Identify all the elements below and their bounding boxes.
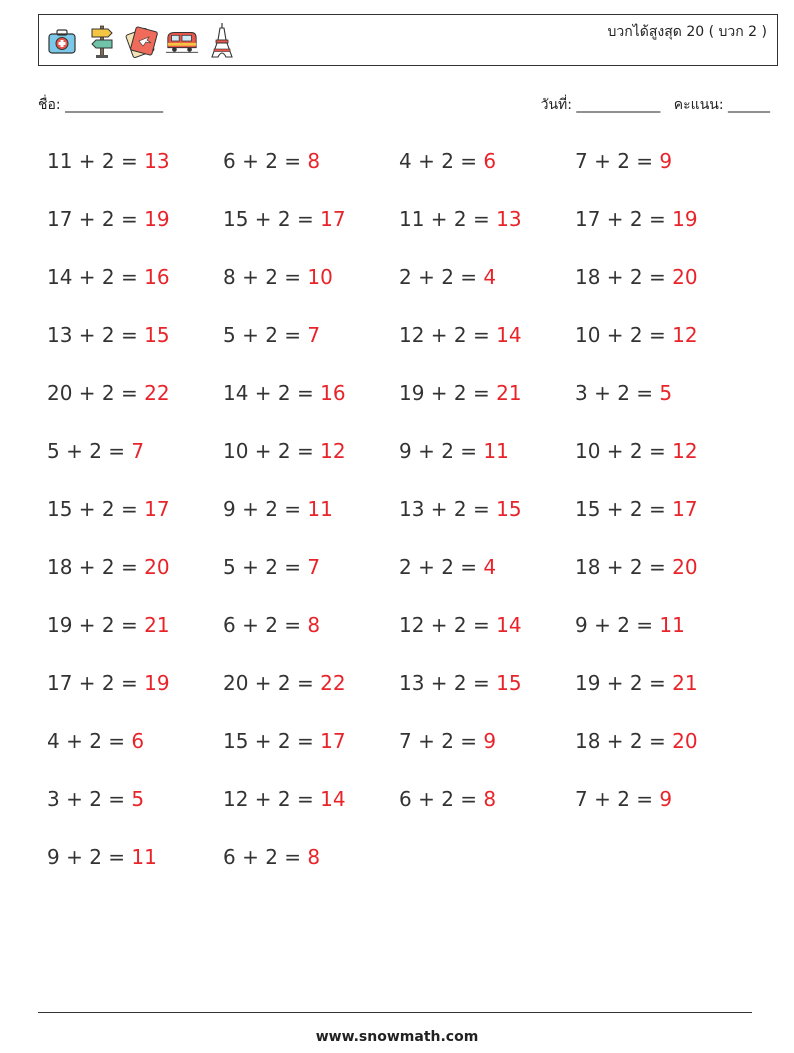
signpost-icon	[85, 21, 119, 61]
name-field	[38, 94, 163, 116]
problem	[223, 494, 399, 552]
problem	[223, 436, 399, 494]
problem	[223, 146, 399, 204]
problem-row	[47, 262, 767, 320]
problem-question: 10 + 2 =	[575, 323, 673, 347]
problem	[575, 784, 751, 842]
problem-question: 3 + 2 =	[47, 787, 132, 811]
problem-question: 9 + 2 =	[223, 497, 308, 521]
score-blank: ______	[728, 97, 770, 113]
problem-question: 12 + 2 =	[399, 323, 497, 347]
problem-question: 11 + 2 =	[47, 149, 145, 173]
problem	[575, 146, 751, 204]
problem-question: 18 + 2 =	[575, 555, 673, 579]
problem-row	[47, 842, 767, 900]
problem-answer: 16	[320, 381, 346, 405]
problem-answer: 8	[483, 787, 497, 811]
date-score-fields	[541, 94, 770, 116]
problem-question: 17 + 2 =	[575, 207, 673, 231]
problem-answer: 13	[496, 207, 522, 231]
problem	[223, 204, 399, 262]
problem-question: 15 + 2 =	[575, 497, 673, 521]
problem-answer: 9	[483, 729, 497, 753]
problem-answer: 6	[483, 149, 497, 173]
problem-answer: 12	[672, 439, 698, 463]
problem-row	[47, 320, 767, 378]
problem-answer: 6	[131, 729, 145, 753]
problem-answer: 17	[320, 207, 346, 231]
problem-question: 3 + 2 =	[575, 381, 660, 405]
problem	[47, 204, 223, 262]
problem-question: 5 + 2 =	[223, 555, 308, 579]
problem-answer: 8	[307, 149, 321, 173]
header-icons	[45, 21, 239, 61]
problem-question: 18 + 2 =	[47, 555, 145, 579]
problem	[47, 552, 223, 610]
problem-answer: 14	[496, 613, 522, 637]
problem	[575, 436, 751, 494]
problem-question: 5 + 2 =	[223, 323, 308, 347]
problem-question: 6 + 2 =	[223, 613, 308, 637]
problem-answer: 12	[672, 323, 698, 347]
problem-question: 8 + 2 =	[223, 265, 308, 289]
problem-answer: 11	[307, 497, 333, 521]
problem-answer: 5	[131, 787, 145, 811]
problem-row	[47, 378, 767, 436]
problem-answer: 8	[307, 845, 321, 869]
problem	[223, 378, 399, 436]
problem-question: 7 + 2 =	[399, 729, 484, 753]
problem	[47, 842, 223, 900]
problem	[223, 726, 399, 784]
problem	[399, 784, 575, 842]
problem	[223, 842, 399, 900]
problem	[575, 320, 751, 378]
problem-row	[47, 726, 767, 784]
problem-answer: 7	[131, 439, 145, 463]
problem	[575, 668, 751, 726]
problem-question: 17 + 2 =	[47, 207, 145, 231]
date-label: วันที่:	[540, 97, 572, 113]
problem-answer: 14	[496, 323, 522, 347]
first-aid-kit-icon	[45, 21, 79, 61]
problem	[223, 320, 399, 378]
problem	[399, 610, 575, 668]
name-blank: ______________	[65, 97, 164, 113]
problem	[575, 204, 751, 262]
problem-question: 4 + 2 =	[399, 149, 484, 173]
problem-question: 20 + 2 =	[47, 381, 145, 405]
problem-question: 19 + 2 =	[575, 671, 673, 695]
problem-question: 9 + 2 =	[399, 439, 484, 463]
problem-question: 12 + 2 =	[399, 613, 497, 637]
problem-answer: 19	[144, 671, 170, 695]
problem	[399, 204, 575, 262]
problem-question: 9 + 2 =	[575, 613, 660, 637]
problem-question: 9 + 2 =	[47, 845, 132, 869]
problem-question: 5 + 2 =	[47, 439, 132, 463]
worksheet-title: บวกได้สูงสุด 20 ( บวก 2 )	[607, 24, 767, 40]
problem-question: 15 + 2 =	[223, 207, 321, 231]
problem-answer: 20	[672, 729, 698, 753]
problem-question: 6 + 2 =	[223, 845, 308, 869]
problem-question: 18 + 2 =	[575, 729, 673, 753]
problem-answer: 11	[131, 845, 157, 869]
problem-question: 17 + 2 =	[47, 671, 145, 695]
problem-row	[47, 784, 767, 842]
footer-url: www.snowmath.com	[315, 1029, 479, 1045]
problem-row	[47, 610, 767, 668]
problem-row	[47, 668, 767, 726]
problem	[223, 552, 399, 610]
problem-row	[47, 436, 767, 494]
problem-question: 10 + 2 =	[223, 439, 321, 463]
problem-answer: 7	[307, 323, 321, 347]
problem-answer: 14	[320, 787, 346, 811]
problem	[47, 436, 223, 494]
problem-question: 14 + 2 =	[223, 381, 321, 405]
problem-row	[47, 552, 767, 610]
problem-grid	[47, 146, 767, 900]
problem-question: 6 + 2 =	[223, 149, 308, 173]
problem-answer: 7	[307, 555, 321, 579]
problem	[575, 610, 751, 668]
problem-answer: 17	[320, 729, 346, 753]
problem	[47, 610, 223, 668]
problem-question: 15 + 2 =	[223, 729, 321, 753]
problem	[47, 784, 223, 842]
problem	[47, 146, 223, 204]
problem-question: 19 + 2 =	[399, 381, 497, 405]
problem-answer: 21	[144, 613, 170, 637]
problem	[47, 668, 223, 726]
problem	[399, 262, 575, 320]
problem-answer: 21	[672, 671, 698, 695]
problem-answer: 20	[144, 555, 170, 579]
problem-answer: 16	[144, 265, 170, 289]
problem-question: 7 + 2 =	[575, 149, 660, 173]
problem-answer: 12	[320, 439, 346, 463]
problem-question: 2 + 2 =	[399, 555, 484, 579]
problem-answer: 9	[659, 787, 673, 811]
problem	[223, 668, 399, 726]
problem-answer: 15	[496, 671, 522, 695]
problem	[47, 262, 223, 320]
problem-answer: 11	[483, 439, 509, 463]
problem-answer: 9	[659, 149, 673, 173]
problem	[223, 784, 399, 842]
problem-question: 13 + 2 =	[399, 497, 497, 521]
date-blank: ____________	[576, 97, 661, 113]
problem	[399, 320, 575, 378]
problem-answer: 20	[672, 555, 698, 579]
problem-question: 10 + 2 =	[575, 439, 673, 463]
problem	[575, 552, 751, 610]
problem	[399, 726, 575, 784]
problem	[399, 552, 575, 610]
problem	[399, 668, 575, 726]
problem-question: 7 + 2 =	[575, 787, 660, 811]
problem-answer: 10	[307, 265, 333, 289]
problem-question: 13 + 2 =	[399, 671, 497, 695]
problem-answer: 22	[320, 671, 346, 695]
problem-answer: 15	[144, 323, 170, 347]
problem-answer: 19	[144, 207, 170, 231]
problem	[575, 262, 751, 320]
problem-answer: 19	[672, 207, 698, 231]
problem	[575, 378, 751, 436]
problem	[399, 436, 575, 494]
problem-answer: 13	[144, 149, 170, 173]
problem	[47, 726, 223, 784]
name-label: ชื่อ:	[38, 97, 61, 113]
problem-question: 18 + 2 =	[575, 265, 673, 289]
problem	[223, 610, 399, 668]
problem-answer: 22	[144, 381, 170, 405]
problem-question: 19 + 2 =	[47, 613, 145, 637]
problem-answer: 4	[483, 265, 497, 289]
problem	[575, 494, 751, 552]
problem-question: 11 + 2 =	[399, 207, 497, 231]
problem-answer: 17	[672, 497, 698, 521]
problem-row	[47, 204, 767, 262]
problem-question: 2 + 2 =	[399, 265, 484, 289]
problem-question: 14 + 2 =	[47, 265, 145, 289]
problem	[399, 146, 575, 204]
problem-row	[47, 494, 767, 552]
problem-question: 4 + 2 =	[47, 729, 132, 753]
train-icon	[165, 21, 199, 61]
problem	[575, 726, 751, 784]
problem	[399, 494, 575, 552]
problem-answer: 11	[659, 613, 685, 637]
problem-question: 12 + 2 =	[223, 787, 321, 811]
problem	[47, 378, 223, 436]
problem	[399, 378, 575, 436]
problem	[47, 494, 223, 552]
problem-question: 15 + 2 =	[47, 497, 145, 521]
eiffel-tower-icon	[205, 21, 239, 61]
problem	[223, 262, 399, 320]
problem-answer: 21	[496, 381, 522, 405]
problem-question: 6 + 2 =	[399, 787, 484, 811]
score-label: คะแนน:	[673, 97, 724, 113]
footer-divider	[38, 1012, 752, 1013]
problem-answer: 5	[659, 381, 673, 405]
problem-answer: 17	[144, 497, 170, 521]
problem-answer: 8	[307, 613, 321, 637]
problem-answer: 15	[496, 497, 522, 521]
problem-answer: 4	[483, 555, 497, 579]
worksheet-header	[38, 14, 778, 66]
problem	[47, 320, 223, 378]
problem-row	[47, 146, 767, 204]
problem-answer: 20	[672, 265, 698, 289]
problem-question: 20 + 2 =	[223, 671, 321, 695]
problem-question: 13 + 2 =	[47, 323, 145, 347]
travel-ticket-icon	[125, 21, 159, 61]
